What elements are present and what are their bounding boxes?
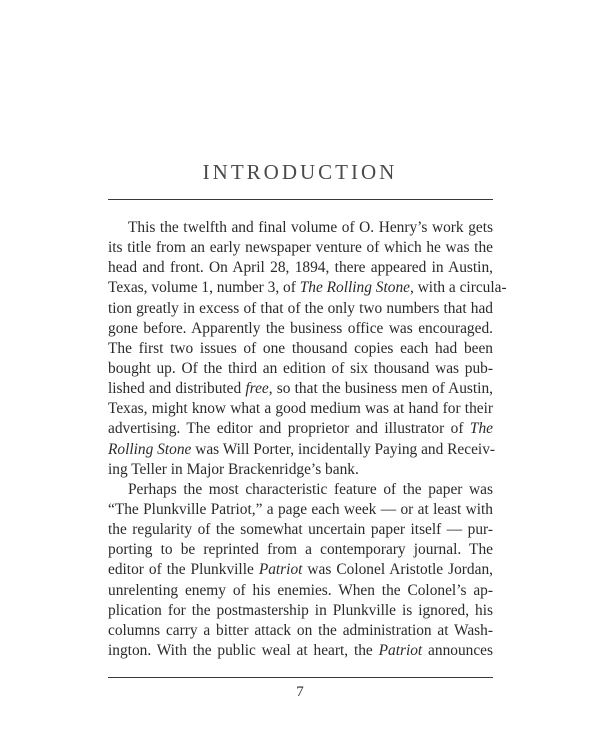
text-line bbox=[108, 560, 493, 580]
text-run: advertising. The editor and proprietor and illustrator of bbox=[108, 420, 470, 438]
text-run: was Colonel Aristotle Jordan, bbox=[302, 561, 493, 579]
text-line: Perhaps the most characteristic feature of the paper was bbox=[128, 480, 493, 498]
text-run: Texas, volume 1, number 3, of bbox=[108, 279, 300, 297]
italic-word: free bbox=[245, 380, 269, 398]
italic-title: Rolling Stone bbox=[108, 440, 192, 458]
text-run: ington. With the public weal at heart, the bbox=[108, 641, 379, 659]
text-line: gone before. Apparently the business office was encouraged. bbox=[108, 319, 493, 337]
text-line bbox=[108, 379, 493, 399]
text-run: was Will Porter, incidentally Paying and Receiv- bbox=[191, 440, 496, 458]
italic-title: Patriot bbox=[378, 641, 423, 659]
text-line: This the twelfth and final volume of O. Henry’s work gets bbox=[128, 219, 493, 236]
text-line: “The Plunkville Patriot,” a page each week — or at least with bbox=[108, 500, 493, 518]
text-line bbox=[108, 641, 493, 661]
footer-rule bbox=[108, 677, 493, 678]
text-line: The first two issues of one thousand copies each had been bbox=[108, 339, 493, 357]
chapter-title: INTRODUCTION bbox=[202, 160, 398, 184]
italic-title: The bbox=[469, 420, 493, 438]
text-line: its title from an early newspaper venture of which he was the bbox=[108, 239, 493, 257]
text-line: unrelenting enemy of his enemies. When the Colonel’s ap- bbox=[108, 581, 493, 599]
italic-title: The Rolling Stone bbox=[299, 279, 410, 297]
text-line bbox=[108, 419, 493, 439]
text-line bbox=[108, 440, 496, 460]
title-rule bbox=[108, 199, 493, 200]
italic-title: Patriot bbox=[258, 561, 303, 579]
body-text bbox=[108, 218, 507, 661]
text-line: porting to be reprinted from a contemporary journal. The bbox=[108, 541, 493, 559]
text-run: editor of the Plunkville bbox=[108, 561, 259, 579]
text-line: head and front. On April 28, 1894, there appeared in Austin, bbox=[108, 259, 493, 277]
text-line: bought up. Of the third an edition of six thousand was pub- bbox=[108, 359, 493, 377]
text-line: Texas, might know what a good medium was at hand for their bbox=[108, 400, 493, 418]
text-line: columns carry a bitter attack on the administration at Wash- bbox=[108, 621, 493, 639]
text-line bbox=[108, 278, 507, 298]
text-line: ing Teller in Major Brackenridge’s bank. bbox=[108, 460, 359, 478]
text-run: , so that the business men of Austin, bbox=[268, 380, 494, 398]
text-run: , with a circula- bbox=[410, 279, 507, 297]
text-line: tion greatly in excess of that of the only two numbers that had bbox=[108, 299, 493, 317]
text-line: plication for the postmastership in Plunkville is ignored, his bbox=[108, 601, 493, 619]
text-run: announces bbox=[422, 641, 493, 659]
page-number: 7 bbox=[296, 684, 304, 700]
text-run: lished and distributed bbox=[108, 380, 246, 398]
text-line: the regularity of the somewhat uncertain paper itself — pur- bbox=[108, 521, 493, 539]
